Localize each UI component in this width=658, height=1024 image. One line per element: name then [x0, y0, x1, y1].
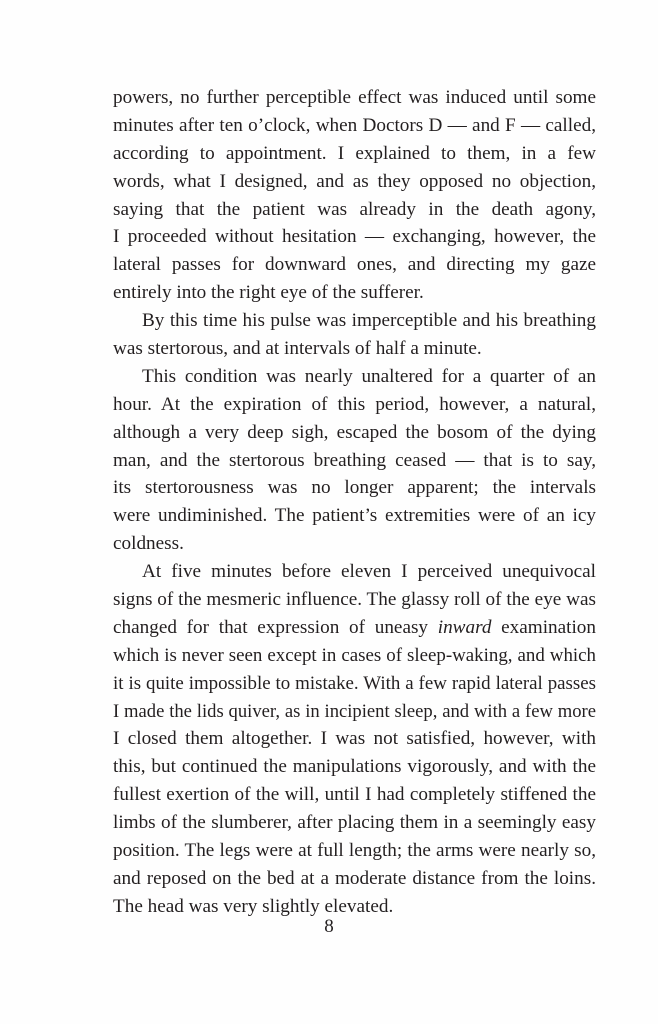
page-number: 8	[324, 916, 334, 937]
text-line: this, but continued the manipulations vigorously, and with the	[113, 756, 596, 778]
text-line: although a very deep sigh, escaped the bosom of the dying	[113, 421, 596, 443]
body-text	[113, 84, 596, 921]
text-line: I proceeded without hesitation — exchanging, however, the	[113, 226, 596, 248]
text-line: At five minutes before eleven I perceived unequivocal	[142, 561, 596, 583]
text-line: its stertorousness was no longer apparent; the intervals	[113, 477, 596, 499]
text-segment: changed for that expression of uneasy	[113, 616, 438, 638]
text-line: powers, no further perceptible effect was induced until some	[113, 87, 596, 108]
italic-word: inward	[437, 616, 492, 638]
text-line: This condition was nearly unaltered for a quarter of an	[142, 365, 596, 387]
text-line: limbs of the slumberer, after placing them in a seemingly easy	[113, 812, 596, 834]
text-line	[113, 614, 596, 642]
text-line: I closed them altogether. I was not satisfied, however, with	[113, 728, 596, 750]
text-line: which is never seen except in cases of sleep-waking, and which	[113, 644, 596, 666]
paragraph	[113, 363, 596, 558]
text-line: saying that the patient was already in the death agony,	[113, 198, 596, 220]
text-line: were undiminished. The patient’s extremities were of an icy	[113, 505, 596, 527]
text-line: hour. At the expiration of this period, however, a natural,	[113, 393, 596, 415]
text-line: man, and the stertorous breathing ceased — that is to say,	[113, 449, 596, 471]
text-line: I made the lids quiver, as in incipient sleep, and with a few more	[113, 700, 596, 722]
text-line: coldness.	[113, 533, 184, 555]
text-line: it is quite impossible to mistake. With a few rapid lateral passes	[113, 672, 596, 694]
text-line: position. The legs were at full length; the arms were nearly so,	[113, 840, 596, 862]
paragraph	[113, 84, 596, 307]
paragraph	[113, 558, 596, 921]
text-line: was stertorous, and at intervals of half a minute.	[113, 338, 482, 360]
text-line: lateral passes for downward ones, and directing my gaze	[113, 254, 596, 276]
paragraph	[113, 307, 596, 363]
text-line: and reposed on the bed at a moderate distance from the loins.	[113, 867, 596, 889]
text-line: minutes after ten o’clock, when Doctors D — and F — called,	[113, 114, 596, 136]
text-line: By this time his pulse was imperceptible and his breathing	[142, 310, 596, 332]
text-line: entirely into the right eye of the sufferer.	[113, 282, 424, 304]
text-segment: examination	[491, 616, 596, 638]
text-line: words, what I designed, and as they opposed no objection,	[113, 170, 596, 192]
text-line: according to appointment. I explained to them, in a few	[113, 142, 596, 164]
text-line: The head was very slightly elevated.	[113, 895, 394, 917]
text-line: signs of the mesmeric influence. The glassy roll of the eye was	[113, 589, 596, 611]
text-line: fullest exertion of the will, until I had completely stiffened the	[113, 784, 596, 806]
